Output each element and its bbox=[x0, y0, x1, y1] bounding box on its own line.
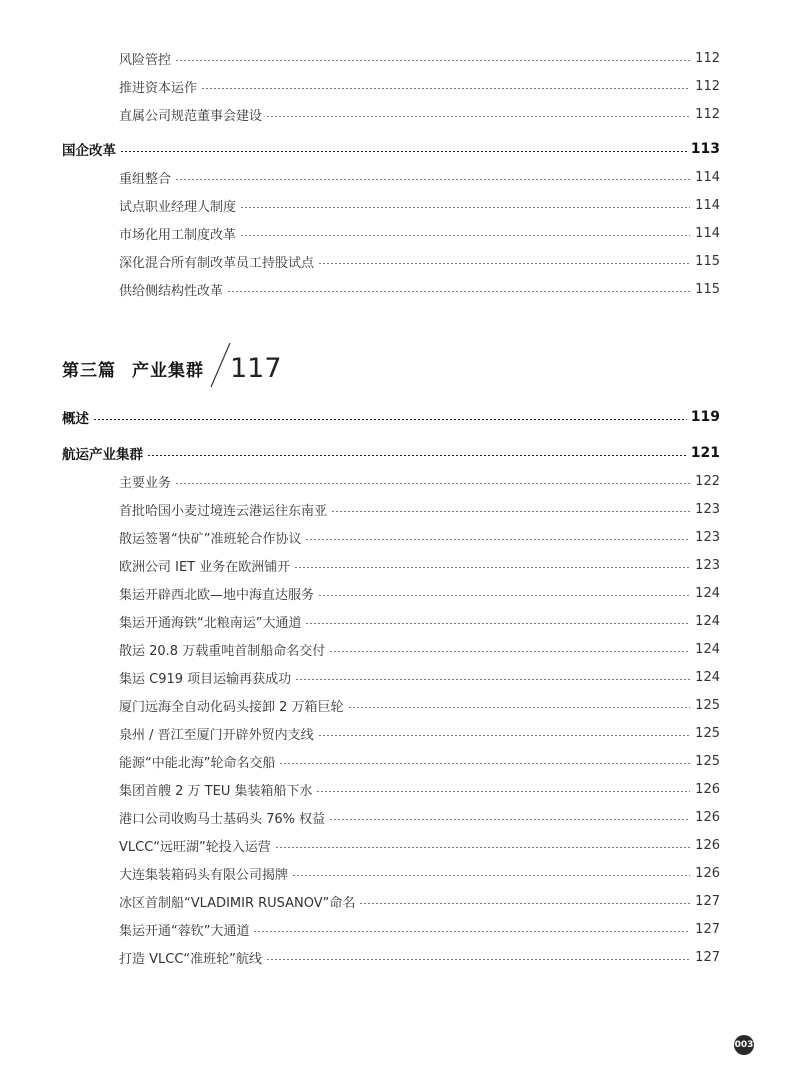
toc-entry[interactable] bbox=[0, 721, 790, 745]
toc-entry-page: 114 bbox=[695, 169, 720, 185]
toc-entry[interactable] bbox=[0, 889, 790, 913]
dot-leader bbox=[318, 735, 690, 736]
toc-entry-title: 散运 20.8 万载重吨首制船命名交付 bbox=[119, 643, 326, 659]
toc-entry-title: 市场化用工制度改革 bbox=[119, 227, 237, 243]
toc-entry-page: 126 bbox=[695, 837, 720, 853]
toc-entry-title: 推进资本运作 bbox=[119, 80, 198, 96]
toc-entry[interactable] bbox=[0, 165, 790, 189]
toc-entry[interactable] bbox=[0, 777, 790, 801]
toc-entry-page: 125 bbox=[695, 697, 720, 713]
toc-entry[interactable] bbox=[0, 193, 790, 217]
dot-leader bbox=[318, 263, 690, 264]
toc-entry-page: 115 bbox=[695, 281, 720, 297]
toc-entry-title: 供给侧结构性改革 bbox=[119, 283, 224, 299]
toc-entry[interactable] bbox=[0, 665, 790, 689]
slash-divider bbox=[208, 345, 234, 391]
toc-entry[interactable] bbox=[0, 249, 790, 273]
toc-entry-page: 112 bbox=[695, 50, 720, 66]
toc-entry[interactable] bbox=[0, 861, 790, 885]
dot-leader bbox=[359, 903, 690, 904]
toc-entry[interactable] bbox=[0, 46, 790, 70]
toc-entry-page: 114 bbox=[695, 225, 720, 241]
toc-entry-title: 深化混合所有制改革员工持股试点 bbox=[119, 255, 315, 271]
toc-entry[interactable] bbox=[0, 637, 790, 661]
toc-entry-title: 集运开辟西北欧—地中海直达服务 bbox=[119, 587, 315, 603]
dot-leader bbox=[227, 291, 690, 292]
toc-entry-page: 127 bbox=[695, 921, 720, 937]
toc-entry-title: 欧洲公司 IET 业务在欧洲铺开 bbox=[119, 559, 291, 575]
dot-leader bbox=[93, 419, 687, 420]
toc-entry[interactable] bbox=[0, 945, 790, 969]
toc-section-title: 概述 bbox=[62, 411, 89, 427]
toc-entry-page: 112 bbox=[695, 78, 720, 94]
toc-section-page: 113 bbox=[690, 141, 720, 157]
toc-section-overview[interactable] bbox=[0, 405, 790, 429]
dot-leader bbox=[318, 595, 690, 596]
dot-leader bbox=[305, 539, 690, 540]
toc-entry[interactable] bbox=[0, 469, 790, 493]
toc-entry-title: 打造 VLCC“准班轮”航线 bbox=[119, 951, 262, 967]
toc-entry[interactable] bbox=[0, 693, 790, 717]
dot-leader bbox=[253, 931, 690, 932]
toc-entry-page: 126 bbox=[695, 809, 720, 825]
part-heading[interactable] bbox=[62, 348, 282, 388]
dot-leader bbox=[175, 179, 690, 180]
toc-entry-page: 124 bbox=[695, 641, 720, 657]
toc-entry-page: 122 bbox=[695, 473, 720, 489]
toc-entry-title: 集运开通“蓉钦”大通道 bbox=[119, 923, 250, 939]
dot-leader bbox=[294, 567, 690, 568]
part-name: 产业集群 bbox=[132, 360, 204, 381]
dot-leader bbox=[147, 455, 687, 456]
dot-leader bbox=[348, 707, 690, 708]
toc-entry-page: 126 bbox=[695, 781, 720, 797]
toc-entry-title: 集运开通海铁“北粮南运”大通道 bbox=[119, 615, 302, 631]
part-label: 第三篇 bbox=[62, 360, 116, 381]
toc-section-page: 121 bbox=[690, 445, 720, 461]
toc-entry[interactable] bbox=[0, 221, 790, 245]
dot-leader bbox=[292, 875, 690, 876]
toc-entry[interactable] bbox=[0, 74, 790, 98]
part-page: 117 bbox=[230, 352, 282, 384]
toc-entry[interactable] bbox=[0, 277, 790, 301]
toc-entry-title: 散运签署“快矿”准班轮合作协议 bbox=[119, 531, 302, 547]
toc-section-page: 119 bbox=[690, 409, 720, 425]
toc-entry-page: 127 bbox=[695, 893, 720, 909]
dot-leader bbox=[240, 207, 690, 208]
dot-leader bbox=[201, 88, 690, 89]
toc-entry-page: 123 bbox=[695, 557, 720, 573]
dot-leader bbox=[329, 651, 690, 652]
dot-leader bbox=[240, 235, 690, 236]
toc-entry-title: 主要业务 bbox=[119, 475, 172, 491]
toc-section-title: 航运产业集群 bbox=[62, 447, 143, 463]
toc-entry[interactable] bbox=[0, 497, 790, 521]
toc-entry-title: 厦门远海全自动化码头接卸 2 万箱巨轮 bbox=[119, 699, 344, 715]
dot-leader bbox=[316, 791, 690, 792]
toc-section-title: 国企改革 bbox=[62, 143, 116, 159]
toc-section-shipping[interactable] bbox=[0, 441, 790, 465]
toc-entry-page: 123 bbox=[695, 501, 720, 517]
dot-leader bbox=[295, 679, 690, 680]
dot-leader bbox=[275, 847, 690, 848]
toc-entry[interactable] bbox=[0, 749, 790, 773]
dot-leader bbox=[305, 623, 690, 624]
toc-entry-page: 124 bbox=[695, 669, 720, 685]
toc-entry-page: 125 bbox=[695, 753, 720, 769]
toc-entry-title: 泉州 / 晋江至厦门开辟外贸内支线 bbox=[119, 727, 314, 743]
toc-entry-page: 124 bbox=[695, 585, 720, 601]
toc-section-soe-reform[interactable] bbox=[0, 137, 790, 161]
toc-entry-page: 125 bbox=[695, 725, 720, 741]
toc-entry[interactable] bbox=[0, 553, 790, 577]
toc-entry-title: 集团首艘 2 万 TEU 集装箱船下水 bbox=[119, 783, 313, 799]
toc-entry-title: 港口公司收购马士基码头 76% 权益 bbox=[119, 811, 326, 827]
toc-entry-title: 冰区首制船“VLADIMIR RUSANOV”命名 bbox=[119, 895, 356, 911]
dot-leader bbox=[120, 151, 687, 152]
toc-entry-page: 126 bbox=[695, 865, 720, 881]
toc-entry-page: 112 bbox=[695, 106, 720, 122]
page-number-badge: 003 bbox=[734, 1035, 754, 1055]
toc-entry-page: 114 bbox=[695, 197, 720, 213]
dot-leader bbox=[266, 959, 690, 960]
dot-leader bbox=[175, 60, 690, 61]
toc-entry-title: VLCC“远旺湖”轮投入运营 bbox=[119, 839, 271, 855]
toc-entry-title: 风险管控 bbox=[119, 52, 172, 68]
toc-entry-title: 集运 C919 项目运输再获成功 bbox=[119, 671, 292, 687]
toc-entry-page: 124 bbox=[695, 613, 720, 629]
toc-entry[interactable] bbox=[0, 917, 790, 941]
toc-entry-page: 115 bbox=[695, 253, 720, 269]
toc-entry[interactable] bbox=[0, 102, 790, 126]
toc-entry-title: 首批哈国小麦过境连云港运往东南亚 bbox=[119, 503, 328, 519]
toc-entry[interactable] bbox=[0, 609, 790, 633]
toc-entry[interactable] bbox=[0, 833, 790, 857]
toc-entry-title: 能源“中能北海”轮命名交船 bbox=[119, 755, 276, 771]
toc-entry[interactable] bbox=[0, 581, 790, 605]
toc-entry-page: 123 bbox=[695, 529, 720, 545]
toc-entry-title: 试点职业经理人制度 bbox=[119, 199, 237, 215]
toc-entry[interactable] bbox=[0, 805, 790, 829]
toc-entry-title: 直属公司规范董事会建设 bbox=[119, 108, 263, 124]
dot-leader bbox=[266, 116, 690, 117]
toc-entry[interactable] bbox=[0, 525, 790, 549]
toc-entry-title: 大连集装箱码头有限公司揭牌 bbox=[119, 867, 289, 883]
dot-leader bbox=[279, 763, 690, 764]
dot-leader bbox=[175, 483, 690, 484]
dot-leader bbox=[329, 819, 690, 820]
toc-entry-page: 127 bbox=[695, 949, 720, 965]
toc-entry-title: 重组整合 bbox=[119, 171, 172, 187]
dot-leader bbox=[331, 511, 690, 512]
